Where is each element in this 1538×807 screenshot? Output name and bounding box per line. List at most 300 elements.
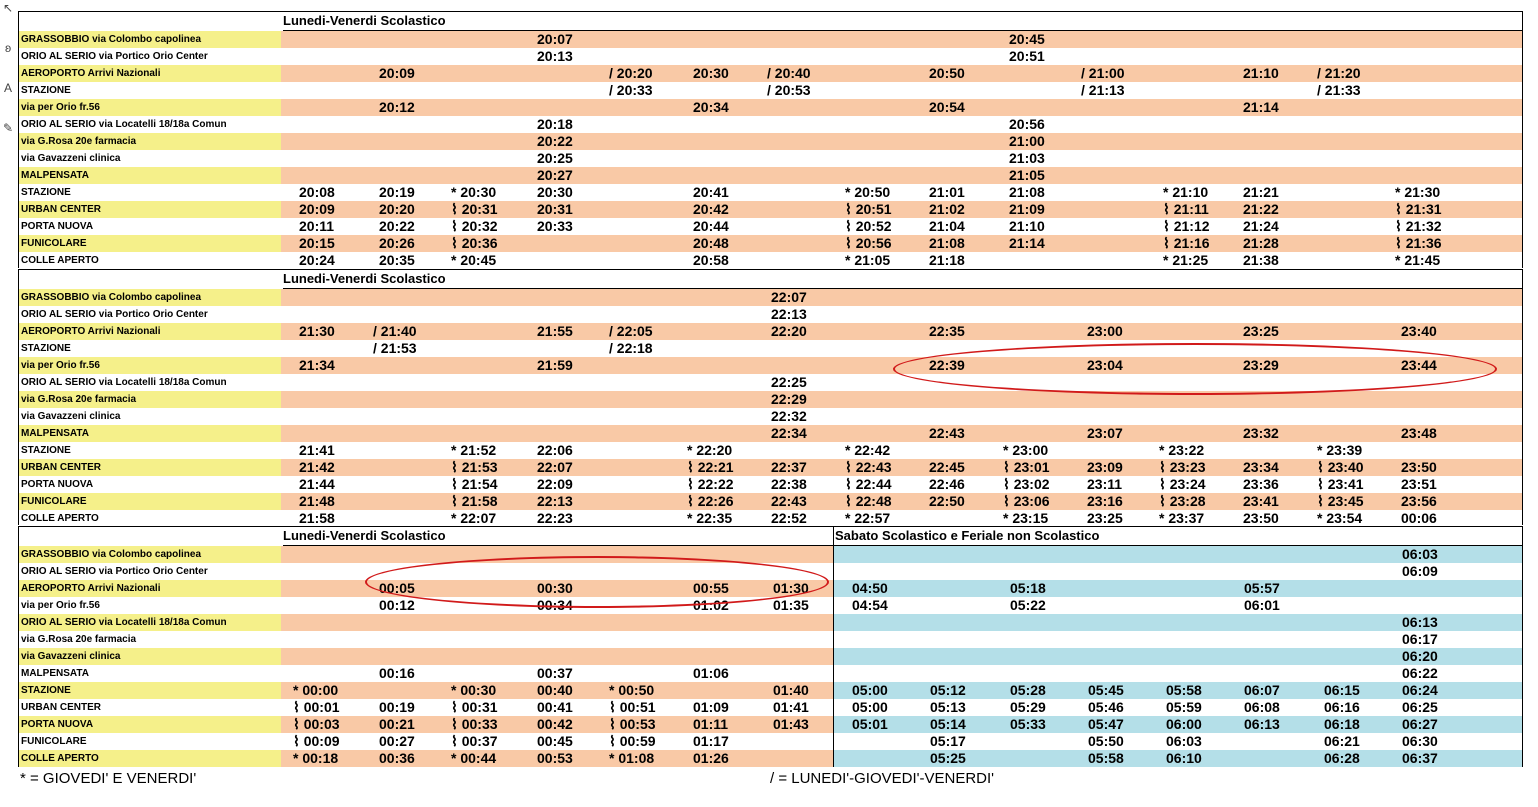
stop-name: PORTA NUOVA [19,218,281,235]
departure-time: 20:26 [379,235,415,251]
departure-time: ⌇ 21:11 [1163,201,1209,217]
stop-name: ORIO AL SERIO via Locatelli 18/18a Comun [19,116,281,133]
departure-time: 00:05 [379,580,415,596]
departure-time: * 23:00 [1003,442,1049,458]
stop-row [19,614,1522,631]
departure-time: 06:07 [1244,682,1280,698]
departure-time: * 22:57 [845,510,891,526]
stop-row [19,442,1522,459]
stop-name: GRASSOBBIO via Colombo capolinea [19,31,281,48]
stop-row [19,289,1522,306]
departure-time: 23:36 [1243,476,1279,492]
stop-name: GRASSOBBIO via Colombo capolinea [19,289,281,306]
stop-row [19,493,1522,510]
text-icon[interactable]: A [3,81,12,95]
departure-time: 20:42 [693,201,729,217]
departure-time: * 22:07 [451,510,497,526]
departure-time: 06:10 [1166,750,1202,766]
block-title: Lunedi-Venerdi Scolastico [283,13,446,28]
departure-time: 01:26 [693,750,729,766]
departure-time: 22:45 [929,459,965,475]
stop-name: via per Orio fr.56 [19,357,281,374]
stop-name: URBAN CENTER [19,201,281,218]
departure-time: 00:36 [379,750,415,766]
departure-time: 00:16 [379,665,415,681]
stop-row [19,476,1522,493]
departure-time: * 01:08 [609,750,655,766]
departure-time: ⌇ 22:48 [845,493,892,509]
departure-time: 23:32 [1243,425,1279,441]
departure-time: 06:03 [1166,733,1202,749]
stop-row [19,563,1522,580]
departure-time: 21:34 [299,357,335,373]
departure-time: 23:25 [1087,510,1123,526]
departure-time: 22:07 [771,289,807,305]
stop-row [19,374,1522,391]
departure-time: 06:13 [1244,716,1280,732]
stop-row [19,323,1522,340]
stop-name: COLLE APERTO [19,510,281,527]
departure-time: * 20:30 [451,184,497,200]
departure-time: 06:21 [1324,733,1360,749]
departure-time: ⌇ 00:01 [293,699,340,715]
departure-time: * 20:50 [845,184,891,200]
departure-time: 00:06 [1401,510,1437,526]
timetable-block-weekday-evening [18,11,1523,268]
arrow-icon[interactable]: ↖ [2,1,14,15]
departure-time: 06:09 [1402,563,1438,579]
departure-time: / 21:53 [373,340,417,356]
departure-time: 22:37 [771,459,807,475]
departure-time: 21:48 [299,493,335,509]
departure-time: 05:01 [852,716,888,732]
departure-time: 01:43 [773,716,809,732]
departure-time: ⌇ 23:40 [1317,459,1364,475]
departure-time: 23:41 [1243,493,1279,509]
departure-time: 23:07 [1087,425,1123,441]
departure-time: 06:22 [1402,665,1438,681]
departure-time: 21:08 [1009,184,1045,200]
departure-time: 20:50 [929,65,965,81]
departure-time: ⌇ 23:24 [1159,476,1206,492]
stop-name: AEROPORTO Arrivi Nazionali [19,65,281,82]
stop-row [19,357,1522,374]
departure-time: 01:41 [773,699,809,715]
departure-time: * 21:45 [1395,252,1441,268]
departure-time: 22:43 [929,425,965,441]
departure-time: 20:08 [299,184,335,200]
stop-row [19,116,1522,133]
departure-time: 06:17 [1402,631,1438,647]
departure-time: 23:50 [1243,510,1279,526]
departure-time: 00:41 [537,699,573,715]
departure-time: 01:40 [773,682,809,698]
departure-time: 21:00 [1009,133,1045,149]
departure-time: 06:18 [1324,716,1360,732]
departure-time: 05:45 [1088,682,1124,698]
stop-name: via G.Rosa 20e farmacia [19,391,281,408]
departure-time: ⌇ 20:31 [451,201,498,217]
departure-time: 05:29 [1010,699,1046,715]
stop-row [19,201,1522,218]
departure-time: * 23:15 [1003,510,1049,526]
stop-name: FUNICOLARE [19,493,281,510]
stop-row [19,699,1522,716]
stop-row [19,218,1522,235]
departure-time: 20:20 [379,201,415,217]
stop-name: via G.Rosa 20e farmacia [19,133,281,150]
departure-time: ⌇ 00:33 [451,716,498,732]
stop-name: AEROPORTO Arrivi Nazionali [19,323,281,340]
departure-time: 21:14 [1243,99,1279,115]
departure-time: 21:10 [1243,65,1279,81]
departure-time: 05:25 [930,750,966,766]
departure-time: ⌇ 22:43 [845,459,892,475]
departure-time: 01:11 [693,716,729,732]
departure-time: * 00:44 [451,750,497,766]
stop-row [19,82,1522,99]
departure-time: 04:54 [852,597,888,613]
departure-time: 21:18 [929,252,965,268]
departure-time: 05:22 [1010,597,1046,613]
departure-time: 20:56 [1009,116,1045,132]
stop-name: ORIO AL SERIO via Portico Orio Center [19,563,281,580]
departure-time: 20:51 [1009,48,1045,64]
stop-name: FUNICOLARE [19,733,281,750]
departure-time: 05:12 [930,682,966,698]
departure-time: ⌇ 21:58 [451,493,498,509]
stop-name: COLLE APERTO [19,252,281,269]
departure-time: ⌇ 00:31 [451,699,498,715]
departure-time: * 23:37 [1159,510,1205,526]
departure-time: 21:03 [1009,150,1045,166]
stop-name: COLLE APERTO [19,750,281,767]
departure-time: 21:24 [1243,218,1279,234]
stop-name: via G.Rosa 20e farmacia [19,631,281,648]
departure-time: ⌇ 22:22 [687,476,734,492]
departure-time: ⌇ 20:36 [451,235,498,251]
departure-time: 05:58 [1088,750,1124,766]
departure-time: 22:13 [771,306,807,322]
stop-row [19,408,1522,425]
stop-row [19,184,1522,201]
stop-name: MALPENSATA [19,425,281,442]
stop-row [19,750,1522,767]
stop-name: ORIO AL SERIO via Locatelli 18/18a Comun [19,374,281,391]
departure-time: 20:15 [299,235,335,251]
departure-time: * 21:05 [845,252,891,268]
departure-time: 21:01 [929,184,965,200]
departure-time: 20:30 [537,184,573,200]
departure-time: 20:12 [379,99,415,115]
departure-time: ⌇ 21:16 [1163,235,1210,251]
departure-time: 20:13 [537,48,573,64]
stop-name: ORIO AL SERIO via Locatelli 18/18a Comun [19,614,281,631]
departure-time: 06:20 [1402,648,1438,664]
stop-row [19,150,1522,167]
departure-time: 00:19 [379,699,415,715]
departure-time: 20:22 [537,133,573,149]
departure-time: * 23:54 [1317,510,1363,526]
departure-time: 21:41 [299,442,335,458]
departure-time: / 20:33 [609,82,653,98]
departure-time: 23:04 [1087,357,1123,373]
departure-time: 06:01 [1244,597,1280,613]
stop-row [19,648,1522,665]
departure-time: ⌇ 21:32 [1395,218,1442,234]
stop-name: MALPENSATA [19,665,281,682]
departure-time: 00:40 [537,682,573,698]
departure-time: * 23:22 [1159,442,1205,458]
departure-time: ⌇ 23:06 [1003,493,1050,509]
stop-row [19,31,1522,48]
stop-row [19,733,1522,750]
departure-time: 21:08 [929,235,965,251]
departure-time: 05:47 [1088,716,1124,732]
stop-row [19,580,1522,597]
departure-time: * 00:00 [293,682,339,698]
departure-time: 21:04 [929,218,965,234]
departure-time: 01:06 [693,665,729,681]
timetable-block-night-and-saturday [18,526,1523,767]
departure-time: 21:14 [1009,235,1045,251]
stop-name: STAZIONE [19,682,281,699]
departure-time: ⌇ 23:28 [1159,493,1206,509]
stop-name: FUNICOLARE [19,235,281,252]
departure-time: 05:58 [1166,682,1202,698]
pen-icon[interactable]: ✎ [2,121,14,135]
departure-time: ⌇ 23:02 [1003,476,1050,492]
departure-time: ⌇ 21:53 [451,459,498,475]
departure-time: ⌇ 23:23 [1159,459,1206,475]
departure-time: * 22:35 [687,510,733,526]
departure-time: 06:08 [1244,699,1280,715]
departure-time: 05:18 [1010,580,1046,596]
stop-name: ORIO AL SERIO via Portico Orio Center [19,48,281,65]
departure-time: 05:59 [1166,699,1202,715]
departure-time: 22:29 [771,391,807,407]
departure-time: 22:25 [771,374,807,390]
departure-time: 00:34 [537,597,573,613]
departure-time: 23:25 [1243,323,1279,339]
departure-time: 21:05 [1009,167,1045,183]
departure-time: 06:15 [1324,682,1360,698]
departure-time: * 21:30 [1395,184,1441,200]
departure-time: ⌇ 00:37 [451,733,498,749]
departure-time: 22:13 [537,493,573,509]
departure-time: 23:09 [1087,459,1123,475]
stop-name: MALPENSATA [19,167,281,184]
departure-time: 00:27 [379,733,415,749]
stop-row [19,65,1522,82]
departure-time: / 21:33 [1317,82,1361,98]
departure-time: 06:30 [1402,733,1438,749]
departure-time: 22:39 [929,357,965,373]
departure-time: 06:16 [1324,699,1360,715]
departure-time: 22:35 [929,323,965,339]
departure-time: 20:44 [693,218,729,234]
legend-thursday-friday: * = GIOVEDI' E VENERDI' [20,770,197,787]
departure-time: 21:59 [537,357,573,373]
departure-time: 21:10 [1009,218,1045,234]
stop-row [19,631,1522,648]
departure-time: 23:56 [1401,493,1437,509]
departure-time: 23:51 [1401,476,1437,492]
departure-time: 22:20 [771,323,807,339]
departure-time: 00:37 [537,665,573,681]
timetable-block-weekday-late [18,269,1523,525]
stop-row [19,235,1522,252]
departure-time: 22:43 [771,493,807,509]
stop-row [19,546,1522,563]
departure-time: 05:17 [930,733,966,749]
departure-time: 22:07 [537,459,573,475]
lasso-icon[interactable]: ʚ [4,41,12,55]
stop-name: STAZIONE [19,340,281,357]
departure-time: * 23:39 [1317,442,1363,458]
departure-time: / 22:05 [609,323,653,339]
departure-time: 23:50 [1401,459,1437,475]
stop-name: via per Orio fr.56 [19,597,281,614]
departure-time: 00:53 [537,750,573,766]
departure-time: 22:38 [771,476,807,492]
stop-row [19,716,1522,733]
legend-mon-thu-fri: / = LUNEDI'-GIOVEDI'-VENERDI' [770,770,995,787]
departure-time: * 21:10 [1163,184,1209,200]
departure-time: 01:02 [693,597,729,613]
departure-time: 20:41 [693,184,729,200]
departure-time: 01:17 [693,733,729,749]
departure-time: / 20:20 [609,65,653,81]
stop-name: via per Orio fr.56 [19,99,281,116]
departure-time: ⌇ 23:41 [1317,476,1364,492]
stop-name: via Gavazzeni clinica [19,648,281,665]
departure-time: / 21:40 [373,323,417,339]
departure-time: ⌇ 21:12 [1163,218,1210,234]
departure-time: ⌇ 21:54 [451,476,498,492]
departure-time: * 00:50 [609,682,655,698]
departure-time: 20:27 [537,167,573,183]
departure-time: 20:34 [693,99,729,115]
departure-time: 22:32 [771,408,807,424]
departure-time: ⌇ 20:51 [845,201,892,217]
departure-time: 20:09 [379,65,415,81]
departure-time: 21:09 [1009,201,1045,217]
departure-time: ⌇ 21:31 [1395,201,1442,217]
departure-time: 05:50 [1088,733,1124,749]
departure-time: 22:23 [537,510,573,526]
departure-time: 05:00 [852,699,888,715]
stop-name: PORTA NUOVA [19,716,281,733]
departure-time: * 22:20 [687,442,733,458]
stop-row [19,99,1522,116]
block-title: Sabato Scolastico e Feriale non Scolastico [835,528,1100,543]
departure-time: 20:58 [693,252,729,268]
departure-time: 06:13 [1402,614,1438,630]
departure-time: 20:45 [1009,31,1045,47]
departure-time: / 22:18 [609,340,653,356]
departure-time: 20:30 [693,65,729,81]
departure-time: / 21:13 [1081,82,1125,98]
stop-name: via Gavazzeni clinica [19,150,281,167]
departure-time: 23:44 [1401,357,1437,373]
departure-time: 06:03 [1402,546,1438,562]
departure-time: ⌇ 23:45 [1317,493,1364,509]
departure-time: 21:22 [1243,201,1279,217]
departure-time: / 21:20 [1317,65,1361,81]
departure-time: ⌇ 22:21 [687,459,734,475]
departure-time: ⌇ 22:44 [845,476,892,492]
departure-time: 21:58 [299,510,335,526]
departure-time: ⌇ 00:59 [609,733,656,749]
stop-name: AEROPORTO Arrivi Nazionali [19,580,281,597]
departure-time: 20:22 [379,218,415,234]
departure-time: 06:24 [1402,682,1438,698]
departure-time: ⌇ 00:51 [609,699,656,715]
stop-row [19,391,1522,408]
stop-name: URBAN CENTER [19,459,281,476]
stop-row [19,597,1522,614]
departure-time: 06:37 [1402,750,1438,766]
departure-time: 20:19 [379,184,415,200]
departure-time: * 00:30 [451,682,497,698]
departure-time: 05:00 [852,682,888,698]
departure-time: 23:34 [1243,459,1279,475]
departure-time: * 21:52 [451,442,497,458]
stop-row [19,459,1522,476]
departure-time: 06:27 [1402,716,1438,732]
departure-time: 05:14 [930,716,966,732]
departure-time: 04:50 [852,580,888,596]
departure-time: * 20:45 [451,252,497,268]
departure-time: 22:46 [929,476,965,492]
departure-time: 20:24 [299,252,335,268]
stop-row [19,682,1522,699]
departure-time: 21:55 [537,323,573,339]
stop-row [19,510,1522,527]
stop-name: via Gavazzeni clinica [19,408,281,425]
departure-time: 23:48 [1401,425,1437,441]
departure-time: ⌇ 00:03 [293,716,340,732]
departure-time: 22:09 [537,476,573,492]
departure-time: 00:12 [379,597,415,613]
departure-time: 20:33 [537,218,573,234]
departure-time: 23:00 [1087,323,1123,339]
departure-time: 20:25 [537,150,573,166]
stop-name: GRASSOBBIO via Colombo capolinea [19,546,281,563]
departure-time: 21:44 [299,476,335,492]
departure-time: * 21:25 [1163,252,1209,268]
departure-time: 23:40 [1401,323,1437,339]
departure-time: 05:13 [930,699,966,715]
departure-time: 05:33 [1010,716,1046,732]
stop-row [19,665,1522,682]
departure-time: / 21:00 [1081,65,1125,81]
departure-time: 01:30 [773,580,809,596]
departure-time: 05:57 [1244,580,1280,596]
departure-time: ⌇ 20:52 [845,218,892,234]
departure-time: 01:35 [773,597,809,613]
stop-row [19,133,1522,150]
departure-time: 00:55 [693,580,729,596]
departure-time: 20:48 [693,235,729,251]
departure-time: 22:34 [771,425,807,441]
departure-time: 00:45 [537,733,573,749]
departure-time: 20:54 [929,99,965,115]
departure-time: 23:11 [1087,476,1123,492]
departure-time: 22:50 [929,493,965,509]
departure-time: 20:11 [299,218,335,234]
